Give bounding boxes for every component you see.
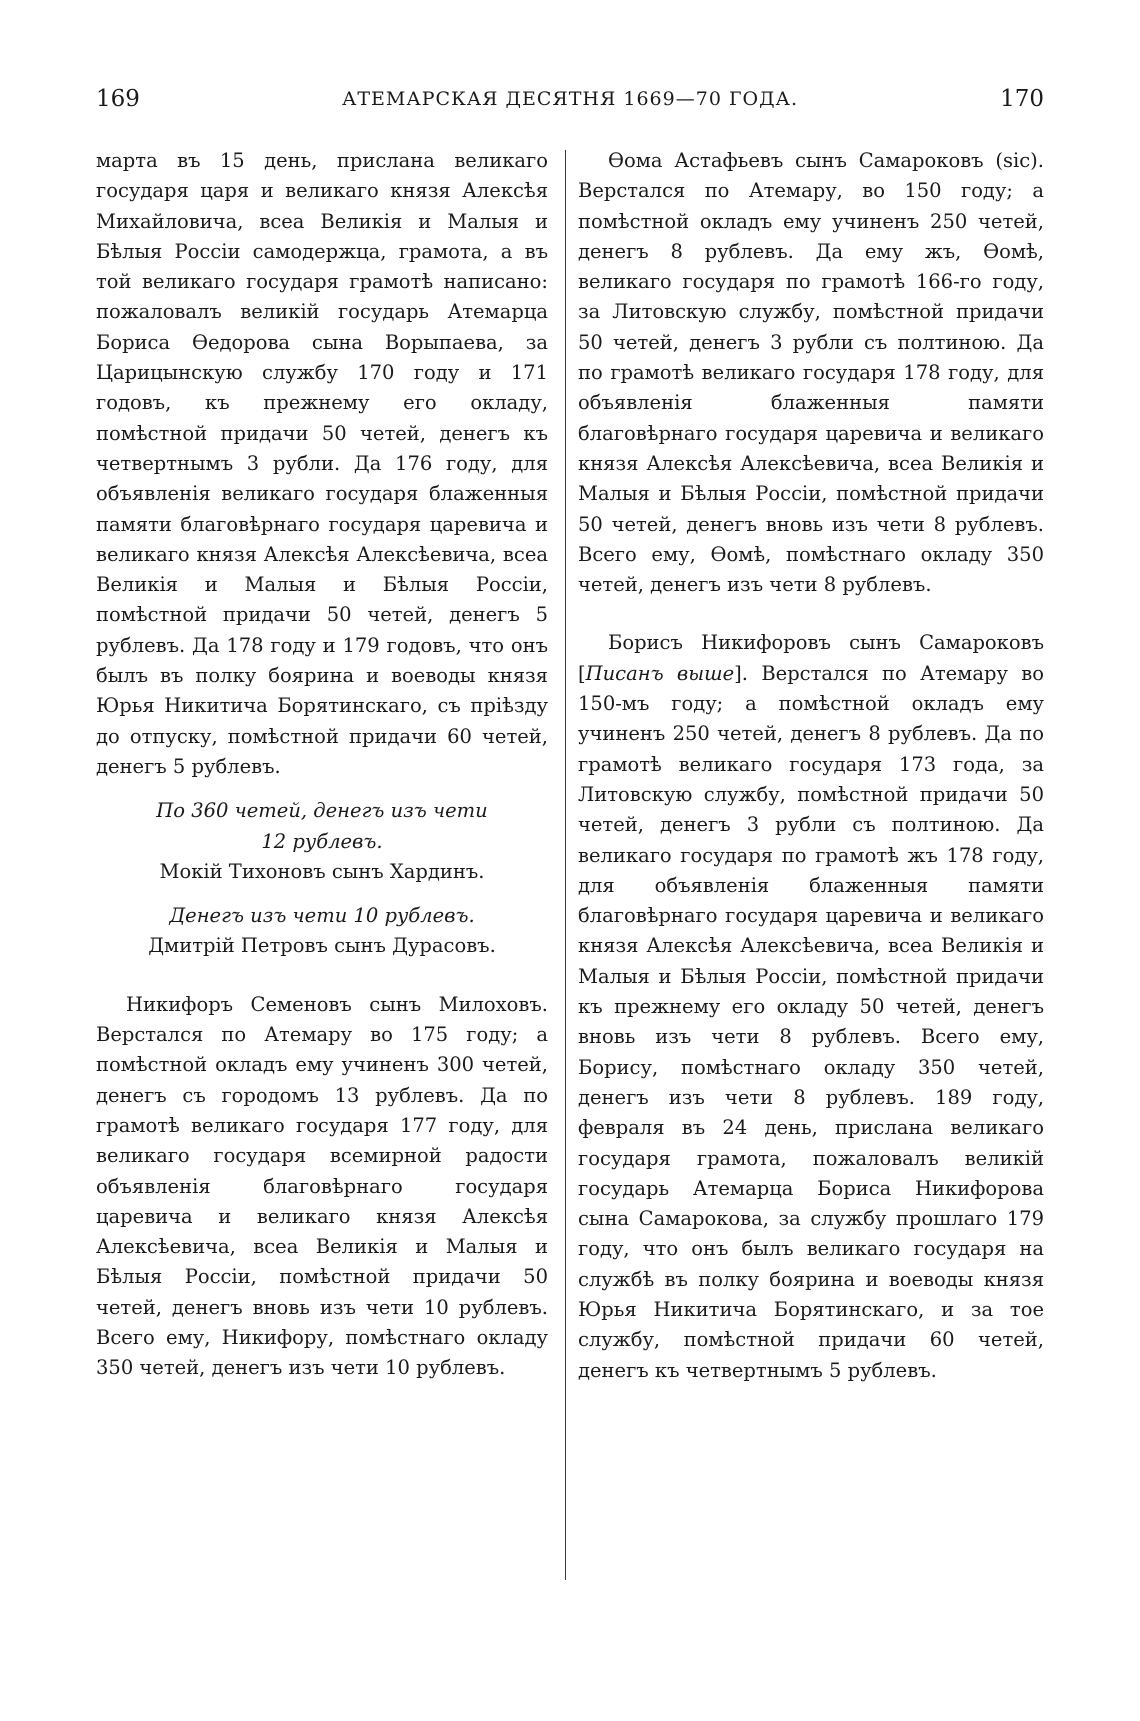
page-number-right: 170 bbox=[1000, 86, 1044, 112]
running-header bbox=[96, 86, 1044, 118]
left-paragraph-1: марта въ 15 день, прислана великаго государя царя и великаго князя Алексѣя Михайловича, всеа Великія и Малыя и Бѣлыя Россіи самодержца, грамота, а въ той великаго государя грамотѣ написано: пожаловалъ великій государь Атемарца Бориса Өедорова сына Ворыпаева, за Царицынскую службу 170 году и 171 годовъ, къ прежнему его окладу, помѣстной придачи 50 четей, денегъ къ четвертнымъ 3 рубли. Да 176 году, для объявленія великаго государя блаженныя памяти благовѣрнаго государя царевича и великаго князя Алексѣя Алексѣевича, всеа Великія и Малыя и Бѣлыя Россіи, помѣстной придачи 50 четей, денегъ 5 рублевъ. Да 178 году и 179 годовъ, что онъ былъ въ полку боярина и воеводы князя Юрья Никитича Борятинскаго, съ пріѣзду до отпуску, помѣстной придачи 60 четей, денегъ 5 рублевъ. bbox=[96, 149, 548, 778]
left-column bbox=[96, 146, 548, 1384]
entry-name-durasov: Дмитрій Петровъ сынъ Дурасовъ. bbox=[148, 934, 496, 958]
section-heading-360-line1: По 360 четей, денегъ изъ чети bbox=[156, 799, 488, 823]
boris-paragraph-start: Борисъ Никифоровъ сынъ Самароковъ [ bbox=[578, 631, 1044, 685]
section-heading-10: Денегъ изъ чети 10 рублевъ. bbox=[169, 904, 475, 928]
page-number-left: 169 bbox=[96, 86, 140, 112]
right-column bbox=[578, 146, 1044, 1386]
section-heading-360 bbox=[96, 796, 548, 857]
left-paragraph-milokhov: Никифоръ Семеновъ сынъ Милоховъ. Верстался по Атемару во 175 году; а помѣстной окладъ ему учиненъ 300 четей, денегъ съ городомъ 13 рублевъ. Да по грамотѣ великаго государя 177 году, для великаго государя всемирной радости объявленія благовѣрнаго государя царевича и великаго князя Алексѣя Алексѣевича, всеа Великія и Малыя и Бѣлыя Россіи, помѣстной придачи 50 четей, денегъ вновь изъ чети 10 рублевъ. Всего ему, Никифору, помѣстнаго окладу 350 четей, денегъ изъ чети 10 рублевъ. bbox=[96, 992, 548, 1380]
right-paragraph-foma: Өома Астафьевъ сынъ Самароковъ (sic). Верстался по Атемару, во 150 году; а помѣстной окладъ ему учиненъ 250 четей, денегъ 8 рублевъ. Да ему жъ, Өомѣ, великаго государя по грамотѣ 166-го году, за Литовскую службу, помѣстной придачи 50 четей, денегъ 3 рубли съ полтиною. Да по грамотѣ великаго государя 178 году, для объявленія блаженныя памяти благовѣрнаго государя царевича и великаго князя Алексѣя Алексѣевича, всеа Великія и Малыя и Бѣлыя Россіи, помѣстной придачи 50 четей, денегъ вновь изъ чети 8 рублевъ. Всего ему, Өомѣ, помѣстнаго окладу 350 четей, денегъ изъ чети 8 рублевъ. bbox=[578, 149, 1044, 597]
boris-paragraph-rest: ]. Верстался по Атемару во 150-мъ году; а помѣстной окладъ ему учиненъ 250 четей, денегъ 8 рублевъ. Да по грамотѣ великаго государя 173 года, за Литовскую службу, помѣстной придачи 50 четей, денегъ 3 рубли съ полтиною. Да великаго государя по грамотѣ жъ 178 году, для объявленія блаженныя памяти благовѣрнаго государя царевича и великаго князя Алексѣя Алексѣевича, всеа Великія и Малыя и Бѣлыя Россіи, помѣстной придачи къ прежнему его окладу 50 четей, денегъ вновь изъ чети 8 рублевъ. Всего ему, Борису, помѣстнаго окладу 350 четей, денегъ изъ чети 8 рублевъ. 189 году, февраля въ 24 день, прислана великаго государя грамота, пожаловалъ великій государь Атемарца Бориса Никифорова сына Самарокова, за службу прошлаго 179 году, что онъ былъ великаго государя на службѣ въ полку боярина и воеводы князя Юрья Никитича Борятинскаго, и за тое службу, помѣстной придачи 60 четей, денегъ къ четвертнымъ 5 рублевъ. bbox=[578, 661, 1044, 1382]
column-divider bbox=[565, 150, 566, 1580]
right-paragraph-boris bbox=[578, 628, 1044, 1385]
section-heading-360-line2: 12 рублевъ. bbox=[261, 829, 383, 853]
editorial-note: Писанъ выше bbox=[585, 661, 735, 685]
running-title: АТЕМАРСКАЯ ДЕСЯТНЯ 1669—70 ГОДА. bbox=[341, 88, 798, 110]
entry-name-khardin: Мокій Тихоновъ сынъ Хардинъ. bbox=[159, 859, 485, 883]
